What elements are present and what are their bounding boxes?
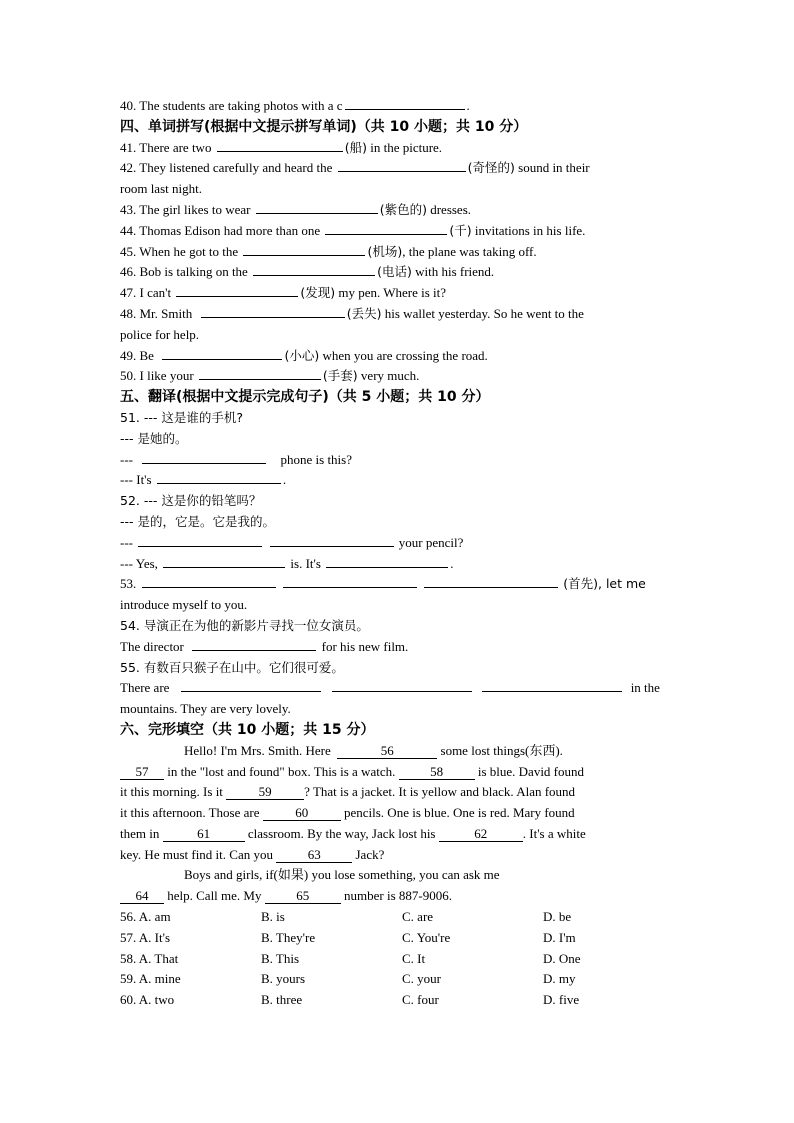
option-choice[interactable]: 56. A. am [120,909,171,925]
cloze-blank-59[interactable]: 59 [226,785,304,800]
option-choice[interactable]: 57. A. It's [120,929,171,945]
section-6-title: 六、完形填空（共 10 小题；共 15 分） [120,721,375,738]
question-51-cn1: 51. --- 这是谁的手机? [120,409,243,425]
option-choice[interactable]: B. is [261,909,285,925]
answer-blank[interactable] [157,471,281,484]
question-51-en1: --- phone is this? [120,451,352,467]
question-55-cn: 55. 有数百只猴子在山中。它们很可爱。 [120,659,344,675]
question-45: 45. When he got to the (机场), the plane was taking off. [120,243,537,259]
answer-blank[interactable] [142,451,266,464]
answer-blank[interactable] [138,534,262,547]
question-42-cont: room last night. [120,181,202,197]
answer-blank[interactable] [176,284,298,297]
cloze-blank-65[interactable]: 65 [265,889,341,904]
option-choice[interactable]: 58. A. That [120,950,179,966]
passage-line-5: them in 61 classroom. By the way, Jack lost his 62 . It's a white [120,825,586,841]
answer-blank[interactable] [283,575,417,588]
question-52-cn2: --- 是的，它是。它是我的。 [120,513,276,529]
answer-blank[interactable] [338,159,466,172]
option-choice[interactable]: C. You're [402,929,451,945]
answer-blank[interactable] [326,555,448,568]
options-59 [120,969,672,990]
cloze-blank-56[interactable]: 56 [337,744,437,759]
option-choice[interactable]: C. are [402,909,434,925]
question-41: 41. There are two (船) in the picture. [120,139,443,155]
cloze-blank-57[interactable]: 57 [120,765,164,780]
question-54-en: The director for his new film. [120,638,409,654]
answer-blank[interactable] [243,243,365,256]
answer-blank[interactable] [142,575,276,588]
question-53: 53. (首先), let me [120,576,646,592]
passage-line-8: 64 help. Call me. My 65 number is 887-9006. [120,886,672,907]
cloze-blank-58[interactable]: 58 [399,765,475,780]
cloze-blank-62[interactable]: 62 [439,827,523,842]
question-51-en2: --- It's . [120,472,287,488]
answer-blank[interactable] [256,201,378,214]
options-57 [120,928,672,949]
answer-blank[interactable] [181,679,321,692]
question-46: 46. Bob is talking on the (电话) with his friend. [120,264,495,280]
question-44: 44. Thomas Edison had more than one (千) invitations in his life. [120,222,586,238]
answer-blank[interactable] [201,305,345,318]
option-choice[interactable]: D. be [543,909,572,925]
answer-blank[interactable] [270,534,394,547]
option-choice[interactable]: D. I'm [543,929,576,945]
question-40: 40. The students are taking photos with a c . [120,98,470,113]
answer-blank[interactable] [345,97,465,110]
option-choice[interactable]: B. They're [261,929,316,945]
option-choice[interactable]: C. It [402,950,426,966]
question-48: 48. Mr. Smith (丢失) his wallet yesterday. So he went to the [120,305,584,321]
answer-blank[interactable] [199,367,321,380]
question-43: 43. The girl likes to wear (紫色的) dresses. [120,201,472,217]
answer-blank[interactable] [482,679,622,692]
question-55-cont: mountains. They are very lovely. [120,701,291,717]
answer-blank[interactable] [325,222,447,235]
option-choice[interactable]: C. your [402,971,441,987]
cloze-blank-64[interactable]: 64 [120,889,164,904]
question-52-en1: --- your pencil? [120,534,464,550]
option-choice[interactable]: B. yours [261,971,306,987]
question-54-cn: 54. 导演正在为他的新影片寻找一位女演员。 [120,617,369,633]
option-choice[interactable]: 60. A. two [120,992,175,1008]
question-50: 50. I like your (手套) very much. [120,368,420,384]
question-48-cont: police for help. [120,326,200,342]
section-5-title: 五、翻译(根据中文提示完成句子)（共 5 小题；共 10 分） [120,389,490,406]
option-choice[interactable]: C. four [402,992,439,1008]
options-56 [120,907,672,928]
cloze-blank-60[interactable]: 60 [263,806,341,821]
option-choice[interactable]: D. my [543,971,576,987]
question-55-en: There are in the [120,680,660,696]
section-4-title: 四、单词拼写(根据中文提示拼写单词)（共 10 小题；共 10 分） [120,118,528,135]
answer-blank[interactable] [162,347,282,360]
passage-line-2: 57 in the "lost and found" box. This is a watch. 58 is blue. David found [120,762,672,783]
question-49: 49. Be (小心) when you are crossing the road. [120,347,488,363]
question-52-en2: --- Yes, is. It's . [120,555,454,571]
option-choice[interactable]: D. five [543,992,580,1008]
answer-blank[interactable] [332,679,472,692]
question-52-cn1: 52. --- 这是你的铅笔吗？ [120,493,262,509]
cloze-blank-61[interactable]: 61 [163,827,245,842]
option-choice[interactable]: B. three [261,992,303,1008]
question-42: 42. They listened carefully and heard the (奇怪的) sound in their [120,160,590,176]
answer-blank[interactable] [424,575,558,588]
passage-line-6: key. He must find it. Can you 63 Jack? [120,846,385,862]
option-choice[interactable]: D. One [543,950,581,966]
worksheet-page [120,96,672,1011]
option-choice[interactable]: B. This [261,950,300,966]
answer-blank[interactable] [253,263,375,276]
option-choice[interactable]: 59. A. mine [120,971,181,987]
answer-blank[interactable] [217,139,343,152]
passage-line-7: Boys and girls, if(如果) you lose something, you can ask me [184,867,500,883]
answer-blank[interactable] [192,638,316,651]
question-47: 47. I can't (发现) my pen. Where is it? [120,285,447,301]
cloze-blank-63[interactable]: 63 [276,848,352,863]
passage-line-4: it this afternoon. Those are 60 pencils. One is blue. One is red. Mary found [120,805,575,821]
question-51-cn2: --- 是她的。 [120,430,188,446]
options-60 [120,990,672,1011]
options-58 [120,949,672,970]
question-53-cont: introduce myself to you. [120,597,248,613]
passage-line-1: Hello! I'm Mrs. Smith. Here 56 some lost things(东西). [184,742,563,758]
answer-blank[interactable] [163,555,285,568]
passage-line-3: it this morning. Is it 59 ? That is a jacket. It is yellow and black. Alan found [120,784,576,800]
